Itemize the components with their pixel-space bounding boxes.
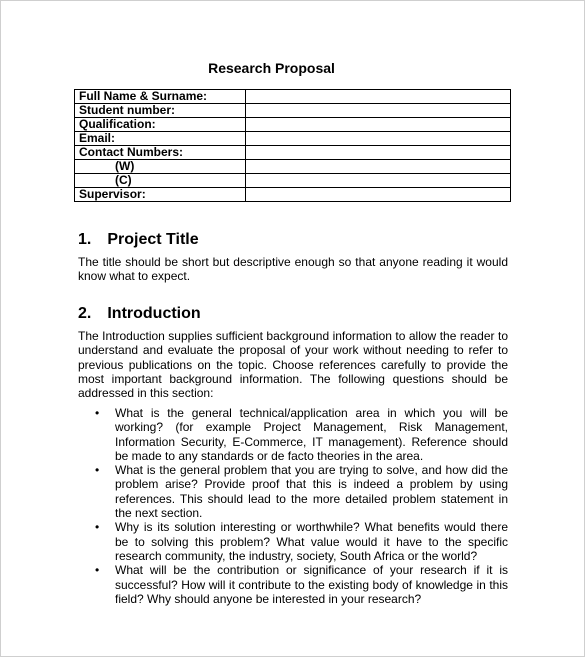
supervisor-field[interactable] (246, 188, 511, 202)
list-item-text: Why is its solution interesting or worthwhile? What benefits would there be to solving this problem? What value would it have to the specific research community, the industry, society, South Africa or the world? (115, 520, 508, 563)
table-row (75, 132, 511, 146)
bullet-icon: • (95, 463, 100, 478)
section-heading-text: Introduction (107, 305, 201, 322)
cell-phone-field[interactable] (246, 174, 511, 188)
document-title: Research Proposal (208, 60, 335, 76)
row-label: Supervisor: (75, 188, 246, 202)
section-introduction (78, 305, 508, 400)
row-label: Full Name & Surname: (75, 90, 246, 104)
section-heading (78, 305, 508, 323)
list-item (95, 520, 508, 563)
section-project-title (78, 231, 508, 284)
row-label: (W) (75, 160, 246, 174)
row-label: Contact Numbers: (75, 146, 246, 160)
table-row (75, 160, 511, 174)
row-label: (C) (75, 174, 246, 188)
section-heading (78, 231, 508, 249)
student-info-table (74, 89, 511, 202)
table-row (75, 188, 511, 202)
table-row (75, 90, 511, 104)
section-number: 2. (78, 305, 92, 322)
section-body: The Introduction supplies sufficient background information to allow the reader to understand and evaluate the proposal of your work without needing to refer to previous publications on the topic. Choose references carefully to provide the most important background information. The following questions should be addressed in this section: (78, 329, 508, 401)
list-item (95, 563, 508, 606)
section-number: 1. (78, 231, 92, 248)
row-label: Qualification: (75, 118, 246, 132)
row-label: Email: (75, 132, 246, 146)
question-list (95, 406, 508, 606)
table-row (75, 118, 511, 132)
list-item-text: What will be the contribution or significance of your research if it is successful? How will it contribute to the existing body of knowledge in this field? Why should anyone be interested in your research? (115, 563, 508, 606)
table-row (75, 174, 511, 188)
full-name-field[interactable] (246, 90, 511, 104)
list-item (95, 463, 508, 520)
email-field[interactable] (246, 132, 511, 146)
contact-numbers-field[interactable] (246, 146, 511, 160)
table-row (75, 104, 511, 118)
work-phone-field[interactable] (246, 160, 511, 174)
qualification-field[interactable] (246, 118, 511, 132)
list-item-text: What is the general problem that you are trying to solve, and how did the problem arise? Provide proof that this is indeed a problem by using references. This should lead to the more detailed problem statement in the next section. (115, 463, 508, 521)
section-heading-text: Project Title (107, 231, 199, 248)
list-item (95, 406, 508, 463)
student-number-field[interactable] (246, 104, 511, 118)
row-label: Student number: (75, 104, 246, 118)
bullet-icon: • (95, 406, 100, 420)
table-row (75, 146, 511, 160)
bullet-icon: • (95, 520, 100, 535)
bullet-icon: • (95, 563, 100, 578)
section-body: The title should be short but descriptive enough so that anyone reading it would know what to expect. (78, 255, 508, 284)
list-item-text: What is the general technical/application area in which you will be working? (for example Project Management, Risk Management, Information Security, E-Commerce, IT management). Reference should be made to any standards or de facto theories in the area. (115, 406, 508, 463)
